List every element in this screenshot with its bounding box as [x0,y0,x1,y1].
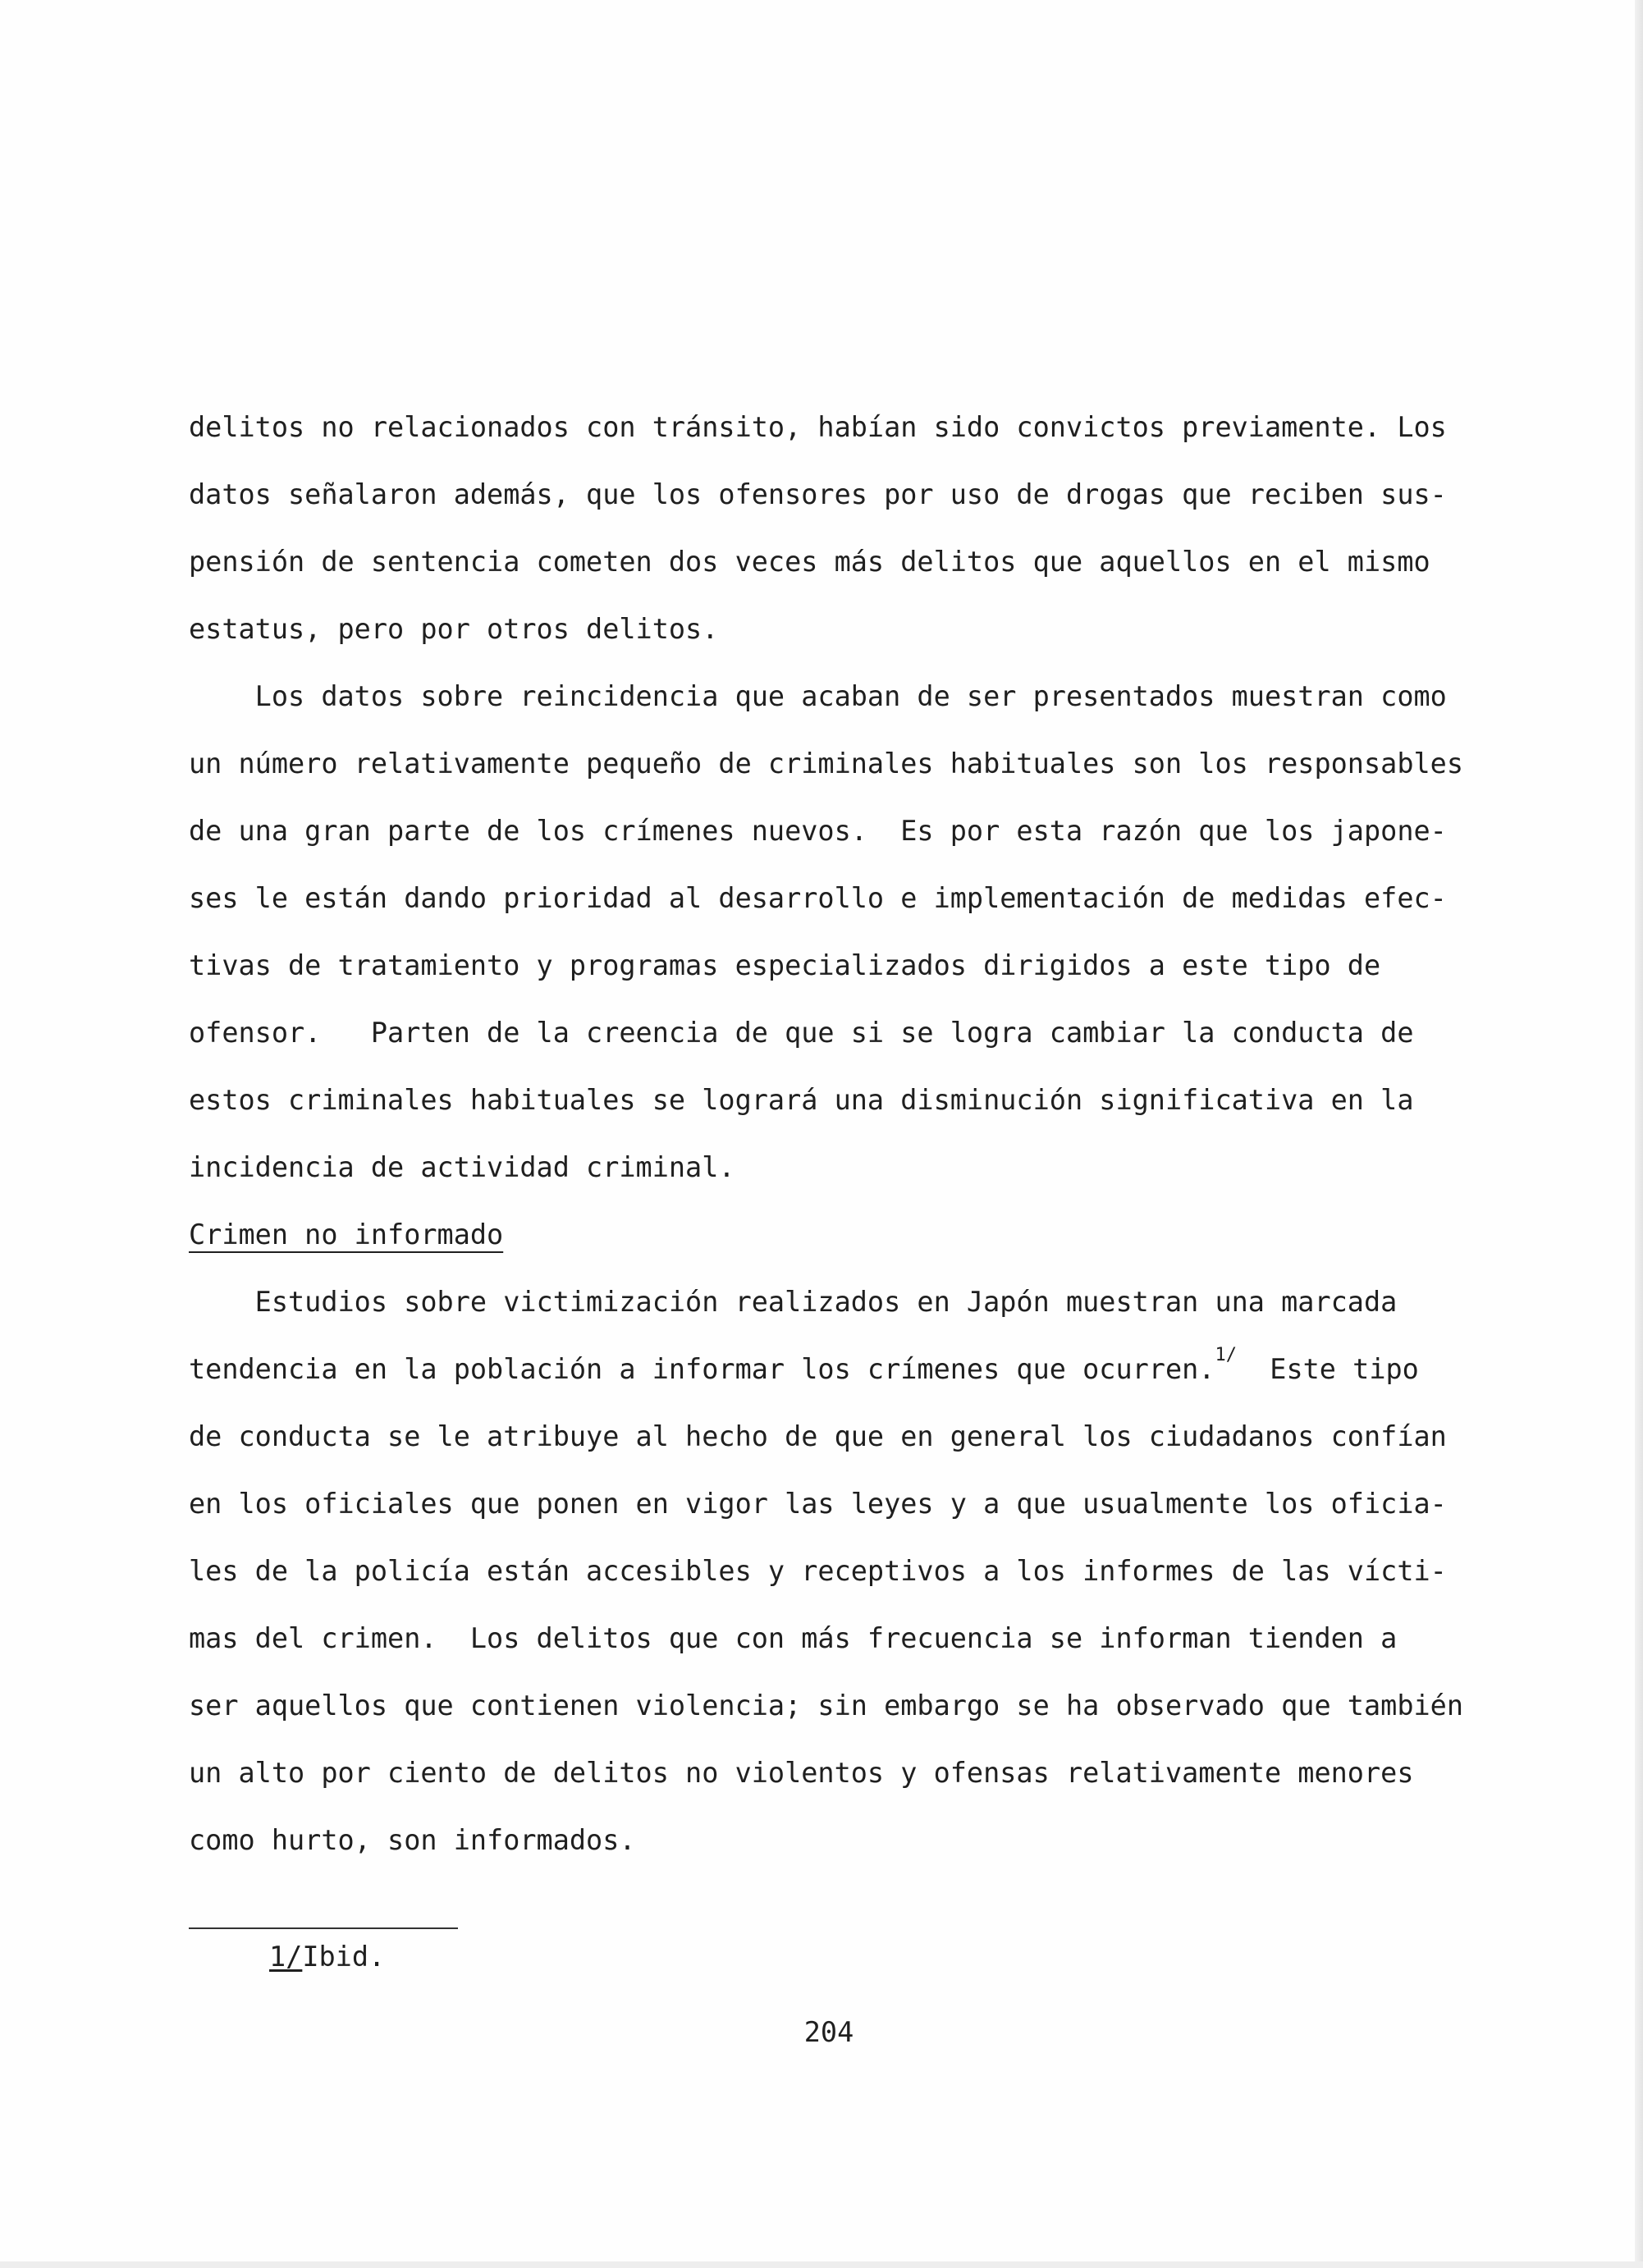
section-heading-line [189,1201,1469,1269]
footnote-text: Ibid. [302,1941,386,1973]
footnote [269,1936,385,1978]
paragraph-3-line: de conducta se le atribuye al hecho de que en general los ciudadanos confían [189,1420,1447,1452]
paragraph-3-line: mas del crimen. Los delitos que con más frecuencia se informan tienden a [189,1622,1398,1654]
paragraph-3-line: les de la policía están accesibles y receptivos a los informes de las vícti- [189,1555,1447,1587]
paragraph-2-line: tivas de tratamiento y programas especializados dirigidos a este tipo de [189,949,1381,981]
paragraph-3-line-text: Este tipo [1236,1353,1419,1385]
paragraph-1-line: pensión de sentencia cometen dos veces más delitos que aquellos en el mismo [189,546,1430,578]
section-heading: Crimen no informado [189,1219,504,1251]
page-edge-shadow [1635,0,1643,2268]
paragraph-2-line: un número relativamente pequeño de criminales habituales son los responsables [189,748,1463,780]
paragraph-3-line-text: tendencia en la población a informar los crímenes que ocurren. [189,1353,1215,1385]
page-number: 204 [803,2016,854,2048]
paragraph-2-line: ofensor. Parten de la creencia de que si se logra cambiar la conducta de [189,1017,1414,1049]
footnote-reference: 1/ [1215,1345,1237,1365]
footnote-marker: 1/ [269,1941,303,1973]
paragraph-2-line: incidencia de actividad criminal. [189,1151,735,1183]
paragraph-3-line: Estudios sobre victimización realizados en Japón muestran una marcada [189,1286,1398,1318]
paragraph-3-line: como hurto, son informados. [189,1824,636,1856]
paragraph-3-line: en los oficiales que ponen en vigor las leyes y a que usualmente los oficia- [189,1488,1447,1520]
paragraph-2-line: ses le están dando prioridad al desarrollo e implementación de medidas efec- [189,882,1447,914]
paragraph-2-line: Los datos sobre reincidencia que acaban de ser presentados muestran como [189,680,1447,712]
paragraph-2-line: de una gran parte de los crímenes nuevos. Es por esta razón que los japone- [189,815,1447,847]
paragraph-1-line: datos señalaron además, que los ofensores por uso de drogas que reciben sus- [189,478,1447,510]
body-text [189,394,1469,1874]
paragraph-3-line [189,1336,1469,1403]
footnote-divider [189,1927,458,1929]
paragraph-2-line: estos criminales habituales se logrará una disminución significativa en la [189,1084,1414,1116]
paragraph-1-line: estatus, pero por otros delitos. [189,613,719,645]
paragraph-1-line: delitos no relacionados con tránsito, habían sido convictos previamente. Los [189,411,1447,443]
paragraph-3-line: un alto por ciento de delitos no violentos y ofensas relativamente menores [189,1757,1414,1789]
paragraph-3-line: ser aquellos que contienen violencia; sin embargo se ha observado que también [189,1690,1463,1722]
page-bottom-edge [0,2261,1643,2268]
